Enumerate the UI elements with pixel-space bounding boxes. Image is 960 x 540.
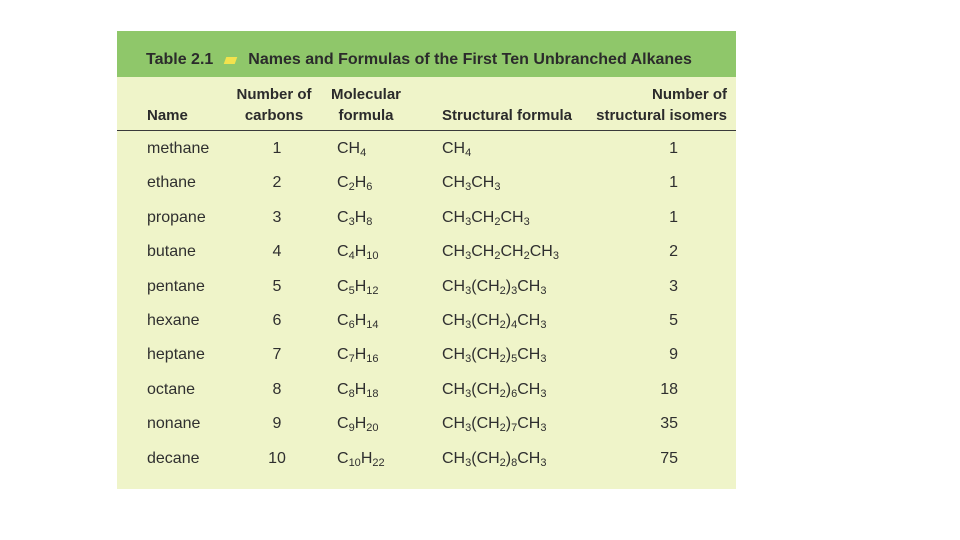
column-header-structural: Structural formula	[442, 107, 573, 124]
cell-structural-formula: $CH_3CH_2CH_2CH_3$	[442, 243, 559, 262]
cell-structural-formula: $CH_3(CH_2)_5CH_3$	[442, 346, 547, 365]
cell-molecular-formula: $C_6H_{14}$	[337, 312, 379, 331]
cell-name: decane	[147, 450, 200, 467]
cell-isomers: 3	[669, 278, 678, 295]
cell-name: octane	[147, 381, 196, 398]
column-header-carbons-line1: Number of	[236, 86, 312, 103]
cell-name: butane	[147, 243, 196, 260]
cell-isomers: 75	[660, 450, 678, 467]
cell-isomers: 2	[669, 243, 678, 260]
cell-structural-formula: $CH_3(CH_2)_3CH_3$	[442, 278, 547, 297]
cell-isomers: 1	[669, 174, 678, 191]
cell-structural-formula: $CH_3(CH_2)_7CH_3$	[442, 415, 547, 434]
cell-name: methane	[147, 140, 210, 157]
cell-carbons: 4	[272, 243, 282, 260]
column-header-molecular	[322, 84, 410, 126]
column-header-isomers-line1: Number of	[652, 86, 727, 103]
cell-isomers: 5	[669, 312, 678, 329]
cell-molecular-formula: $C_8H_{18}$	[337, 381, 379, 400]
cell-name: pentane	[147, 278, 205, 295]
cell-structural-formula: $CH_4$	[442, 140, 472, 159]
cell-structural-formula: $CH_3CH_3$	[442, 174, 501, 193]
cell-molecular-formula: $C_2H_6$	[337, 174, 373, 193]
column-header-carbons	[223, 84, 325, 126]
cell-name: nonane	[147, 415, 201, 432]
cell-molecular-formula: $C_4H_{10}$	[337, 243, 379, 262]
cell-carbons: 6	[272, 312, 282, 329]
cell-carbons: 7	[272, 346, 282, 363]
alkane-table	[117, 31, 736, 489]
cell-structural-formula: $CH_3CH_2CH_3$	[442, 209, 530, 228]
header-divider	[117, 130, 736, 131]
cell-isomers: 1	[669, 140, 678, 157]
cell-structural-formula: $CH_3(CH_2)_6CH_3$	[442, 381, 547, 400]
column-header-name: Name	[147, 107, 188, 124]
cell-name: hexane	[147, 312, 200, 329]
table-title	[146, 49, 692, 71]
cell-isomers: 1	[669, 209, 678, 226]
cell-carbons: 3	[272, 209, 282, 226]
cell-carbons: 2	[272, 174, 282, 191]
column-header-isomers	[587, 84, 727, 126]
title-marker-icon	[224, 57, 238, 64]
cell-molecular-formula: $C_9H_{20}$	[337, 415, 379, 434]
cell-structural-formula: $CH_3(CH_2)_4CH_3$	[442, 312, 547, 331]
cell-molecular-formula: $CH_4$	[337, 140, 367, 159]
cell-carbons: 10	[268, 450, 286, 467]
cell-isomers: 9	[669, 346, 678, 363]
column-header-isomers-line2: structural isomers	[596, 107, 727, 124]
cell-molecular-formula: $C_5H_{12}$	[337, 278, 379, 297]
cell-molecular-formula: $C_{10}H_{22}$	[337, 450, 385, 469]
table-title-band	[117, 31, 736, 77]
table-number: Table 2.1	[146, 51, 214, 68]
column-header-carbons-line2: carbons	[244, 107, 304, 124]
cell-carbons: 9	[272, 415, 282, 432]
cell-isomers: 35	[660, 415, 678, 432]
cell-carbons: 1	[272, 140, 282, 157]
cell-carbons: 5	[272, 278, 282, 295]
cell-name: ethane	[147, 174, 196, 191]
cell-molecular-formula: $C_7H_{16}$	[337, 346, 379, 365]
cell-structural-formula: $CH_3(CH_2)_8CH_3$	[442, 450, 547, 469]
cell-molecular-formula: $C_3H_8$	[337, 209, 373, 228]
column-header-molecular-line1: Molecular	[330, 86, 402, 103]
column-header-molecular-line2: formula	[338, 107, 394, 124]
cell-name: propane	[147, 209, 206, 226]
cell-isomers: 18	[660, 381, 678, 398]
cell-carbons: 8	[272, 381, 282, 398]
table-title-text: Names and Formulas of the First Ten Unbranched Alkanes	[248, 51, 692, 68]
cell-name: heptane	[147, 346, 205, 363]
